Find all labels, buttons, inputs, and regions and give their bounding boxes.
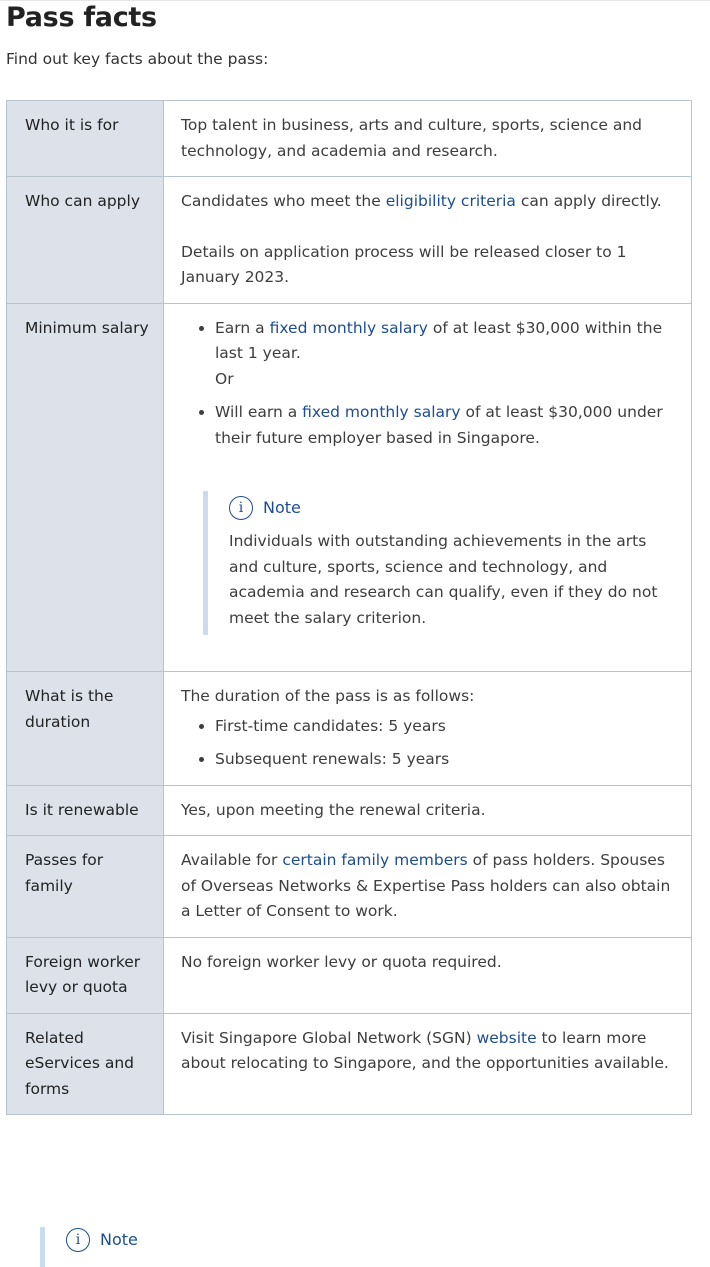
table-row-who-apply	[7, 177, 692, 304]
row-value	[164, 937, 692, 1013]
note-title: Note	[100, 1230, 138, 1249]
table-row-renewable	[7, 785, 692, 836]
list-item	[215, 316, 671, 393]
note-header	[66, 1227, 138, 1253]
row-value	[164, 836, 692, 938]
list-item: • First-time candidates: 5 years	[215, 714, 671, 740]
sgn-website-link[interactable]: website	[476, 1028, 537, 1047]
row-text	[181, 1026, 671, 1077]
row-value	[164, 101, 692, 177]
table-row-who-for	[7, 101, 692, 177]
page-title: Pass facts	[6, 2, 157, 33]
row-label: Related eServices and forms	[7, 1013, 164, 1115]
text-segment: of at least $30,000 under their future employer based in Singapore.	[215, 403, 663, 447]
text-segment: of pass holders. Spouses of Overseas Networks & Expertise Pass holders can also obtain a Letter of Consent to work.	[181, 851, 671, 920]
bottom-note-callout	[40, 1227, 138, 1267]
text-segment: Earn a	[215, 318, 270, 337]
list-item	[215, 400, 671, 451]
row-value	[164, 303, 692, 672]
duration-list	[181, 714, 671, 773]
row-text: No foreign worker levy or quota required.	[181, 952, 502, 971]
text-segment: Will earn a	[215, 403, 303, 421]
text-segment: Available for	[181, 851, 283, 869]
note-title: Note	[263, 498, 301, 517]
list-item: • Subsequent renewals: 5 years	[215, 747, 671, 773]
row-text: Top talent in business, arts and culture, sports, science and technology, and academia and research.	[181, 116, 642, 160]
row-value	[164, 177, 692, 304]
salary-list	[181, 316, 671, 452]
note-callout	[203, 491, 671, 635]
row-text: Yes, upon meeting the renewal criteria.	[181, 800, 486, 819]
info-circle-icon: i	[66, 1228, 90, 1252]
text-segment: to learn more about relocating to Singapore, and the opportunities available.	[181, 1028, 669, 1072]
eligibility-criteria-link[interactable]: eligibility criteria	[385, 192, 516, 210]
note-body: Individuals with outstanding achievements in the arts and culture, sports, science and technology, and academia and research can qualify, even if they do not meet the salary criterion.	[229, 532, 658, 627]
row-text	[181, 189, 671, 215]
or-text: Or	[215, 369, 234, 388]
row-value	[164, 1013, 692, 1115]
text-segment: Candidates who meet the	[181, 192, 386, 210]
row-label: Passes for family	[7, 836, 164, 938]
row-text	[181, 848, 671, 925]
text-segment: of at least $30,000 within the last 1 year.	[215, 318, 663, 362]
fixed-monthly-salary-link[interactable]: fixed monthly salary	[302, 403, 461, 421]
row-label: Minimum salary	[7, 303, 164, 672]
table-row-duration	[7, 672, 692, 786]
certain-family-members-link[interactable]: certain family members	[282, 851, 468, 869]
table-row-family	[7, 836, 692, 938]
row-value	[164, 785, 692, 836]
row-text: The duration of the pass is as follows:	[181, 687, 475, 705]
row-label: Who it is for	[7, 101, 164, 177]
row-label: Is it renewable	[7, 785, 164, 836]
table-row-levy	[7, 937, 692, 1013]
row-value	[164, 672, 692, 786]
row-label: Foreign worker levy or quota	[7, 937, 164, 1013]
text-segment: can apply directly.	[515, 192, 662, 210]
note-header	[229, 495, 661, 521]
text-segment: Visit Singapore Global Network (SGN)	[181, 1028, 477, 1047]
table-row-eservices	[7, 1013, 692, 1115]
info-circle-icon: i	[229, 496, 253, 520]
row-label: Who can apply	[7, 177, 164, 304]
table-row-min-salary	[7, 303, 692, 672]
page-intro: Find out key facts about the pass:	[6, 50, 269, 68]
row-text: Details on application process will be released closer to 1 January 2023.	[181, 242, 627, 286]
pass-facts-table	[6, 100, 692, 1115]
row-label: What is the duration	[7, 672, 164, 786]
fixed-monthly-salary-link[interactable]: fixed monthly salary	[269, 318, 428, 337]
